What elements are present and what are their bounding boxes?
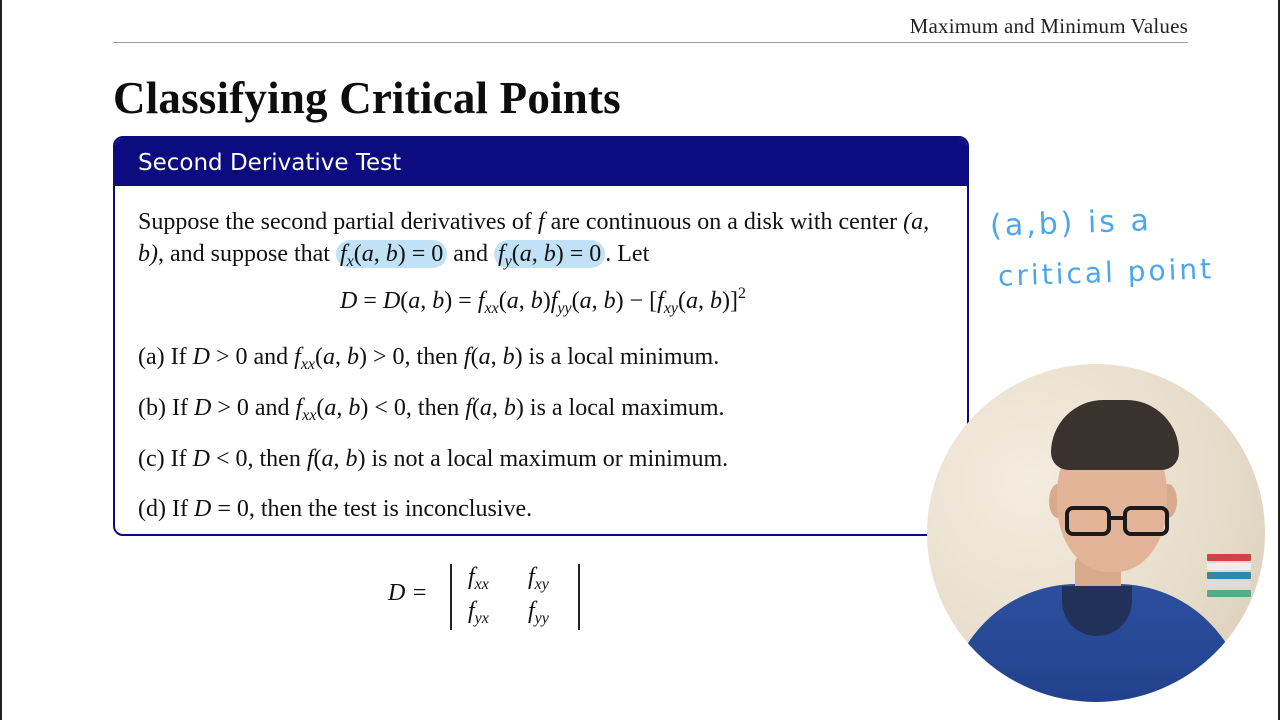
discriminant-formula: D = D(a, $b) = f_{xx}(a$, $b)f_{yy}(a$, $b) - [f_{xy}(a$, b)]$^2$	[340, 285, 746, 317]
highlight-fx-zero: $f_x(a$, b) = 0	[336, 240, 447, 268]
condition-b: (b) If D > 0 and $f_{xx}(a$, b) < 0, then f(a, b) is a local maximum.	[138, 395, 725, 424]
highlight-fy-zero: $f_y(a$, b) = 0	[494, 240, 605, 268]
theorem-heading: Second Derivative Test	[115, 138, 967, 186]
condition-c: (c) If D < 0, then f(a, b) is not a local maximum or minimum.	[138, 446, 729, 472]
condition-d-label: (d)	[138, 496, 166, 522]
condition-b-label: (b)	[138, 395, 166, 421]
theorem-box	[113, 136, 969, 536]
determinant-left-bar	[450, 564, 452, 630]
matrix-cell-fxy: $f_{xy}$	[528, 564, 549, 593]
para-text-4: , and suppose that	[158, 241, 330, 267]
condition-c-label: (c)	[138, 446, 165, 472]
condition-a: (a) If D > 0 and $f_{xx}(a$, b) > 0, then f(a, b) is a local minimum.	[138, 344, 720, 373]
determinant-lhs: D =	[388, 580, 428, 606]
webcam-video	[927, 364, 1265, 702]
matrix-cell-fxx: $f_{xx}$	[468, 564, 489, 593]
glasses-right-lens	[1123, 506, 1169, 536]
determinant-right-bar	[578, 564, 580, 630]
para-text-2: are continuous on a disk with	[550, 209, 833, 235]
frame-left-edge	[0, 0, 2, 720]
math-f: f	[537, 209, 545, 235]
handwritten-note-line1: (a,b) is a	[989, 203, 1153, 244]
theorem-paragraph	[138, 206, 948, 273]
handwritten-note-line2: critical point	[997, 252, 1215, 293]
glasses-left-lens	[1065, 506, 1111, 536]
para-text-1: Suppose the second partial derivatives of	[138, 209, 532, 235]
condition-a-label: (a)	[138, 344, 165, 370]
slide-title: Classifying Critical Points	[113, 73, 621, 123]
section-title: Maximum and Minimum Values	[909, 14, 1188, 38]
bookshelf	[1207, 554, 1251, 614]
para-text-3: center	[838, 209, 898, 235]
math-center: (a, b)	[138, 209, 930, 267]
condition-d: (d) If D = 0, then the test is inconclusive.	[138, 496, 533, 522]
matrix-cell-fyx: $f_{yx}$	[468, 598, 489, 627]
header-rule	[113, 42, 1188, 43]
presenter-hair	[1051, 400, 1179, 470]
para-and: and	[453, 241, 488, 267]
matrix-cell-fyy: $f_{yy}$	[528, 598, 549, 627]
glasses-bridge	[1111, 516, 1123, 520]
para-let: . Let	[605, 241, 650, 267]
